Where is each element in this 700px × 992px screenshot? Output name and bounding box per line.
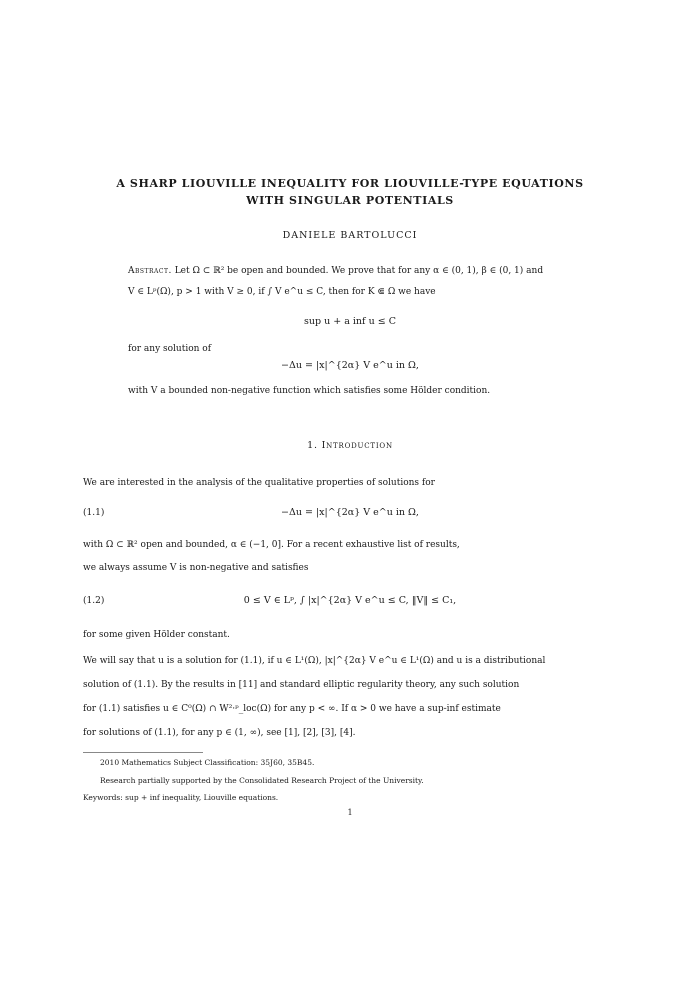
abstract-line-1 [128, 266, 543, 276]
section-heading: 1. Introduction [307, 440, 393, 451]
footnote-rule [83, 752, 203, 753]
intro-line-1: We are interested in the analysis of the qualitative properties of solutions for [83, 478, 435, 488]
author-name: DANIELE BARTOLUCCI [282, 230, 418, 241]
title-line-1: A SHARP LIOUVILLE INEQUALITY FOR LIOUVILLE-TYPE EQUATIONS [116, 177, 584, 190]
equation-2: 0 ≤ V ∈ Lᵖ, ∫ |x|^{2α} V e^u ≤ C, ‖V‖ ≤ C₁, [243, 595, 457, 606]
abstract-label: Abstract. [128, 266, 172, 276]
equation-1-label: (1.1) [83, 508, 105, 518]
paper-title [60, 175, 640, 209]
paragraph-line-2: solution of (1.1). By the results in [11] and standard elliptic regularity theory, any such solution [83, 680, 520, 690]
paragraph-line-4: for solutions of (1.1), for any p ∈ (1, ∞), see [1], [2], [3], [4]. [83, 728, 356, 738]
paragraph-line-3: for (1.1) satisfies u ∈ C⁰(Ω) ∩ W²·ᵖ_loc(Ω) for any p < ∞. If α > 0 we have a sup-inf estimate [83, 704, 501, 714]
after-eq2-line: for some given Hölder constant. [83, 630, 230, 640]
assume-line: we always assume V is non-negative and satisfies [83, 563, 309, 573]
after-eq1-line: with Ω ⊂ ℝ² open and bounded, α ∈ (−1, 0]. For a recent exhaustive list of results, [83, 540, 460, 550]
equation-1: −Δu = |x|^{2α} V e^u in Ω, [281, 507, 419, 518]
footnote-1: 2010 Mathematics Subject Classification: 35J60, 35B45. [100, 758, 315, 767]
equation-2-label: (1.2) [83, 596, 105, 606]
abstract-equation: −Δu = |x|^{2α} V e^u in Ω, [281, 360, 419, 371]
page-number: 1 [347, 808, 353, 817]
footnote-2: Research partially supported by the Consolidated Research Project of the University. [100, 776, 424, 785]
title-line-2: WITH SINGULAR POTENTIALS [246, 194, 454, 207]
abstract-line-3: for any solution of [128, 344, 212, 354]
abstract-line-2: V ∈ Lᵖ(Ω), p > 1 with V ≥ 0, if ∫ V e^u ≤ C, then for K ⋐ Ω we have [128, 287, 436, 297]
abstract-inequality: sup u + a inf u ≤ C [304, 316, 396, 327]
footnote-3: Keywords: sup + inf inequality, Liouville equations. [83, 793, 279, 802]
abstract-text-1: Let Ω ⊂ ℝ² be open and bounded. We prove that for any α ∈ (0, 1), β ∈ (0, 1) and [174, 266, 544, 276]
abstract-line-4: with V a bounded non-negative function which satisfies some Hölder condition. [128, 386, 491, 396]
paragraph-line-1: We will say that u is a solution for (1.1), if u ∈ L¹(Ω), |x|^{2α} V e^u ∈ L¹(Ω) and u is a distributional [83, 656, 546, 666]
